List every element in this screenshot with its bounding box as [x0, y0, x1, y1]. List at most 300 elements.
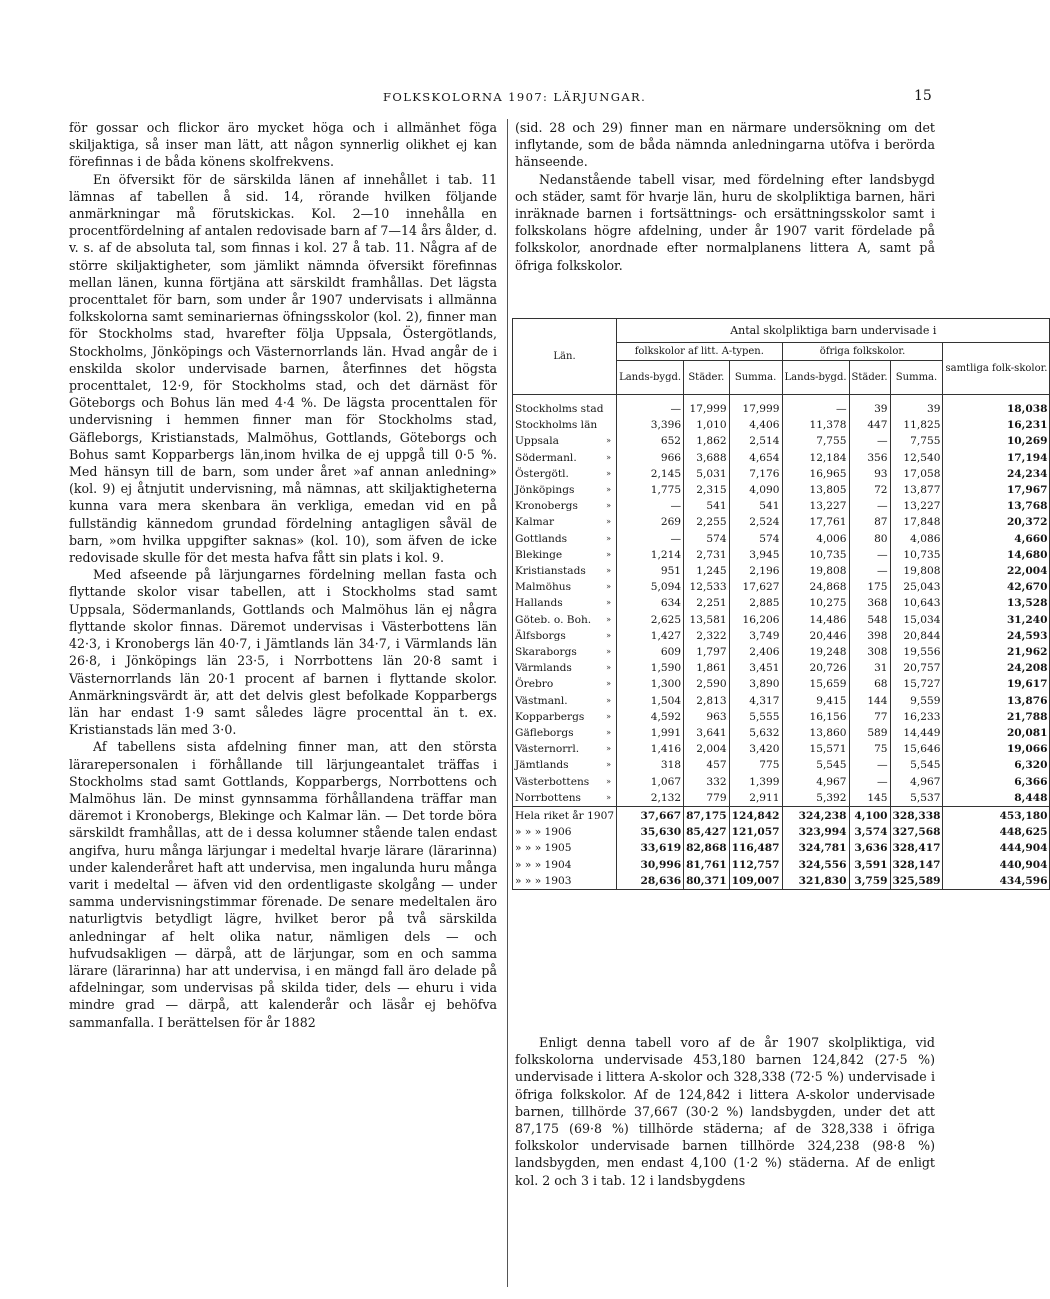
cell-a_s: 87,175 [684, 807, 730, 825]
cell-b_l: 13,805 [782, 482, 849, 498]
cell-a_l: 2,625 [617, 612, 684, 628]
cell-b_s: 356 [849, 450, 890, 466]
cell-a_l: 5,094 [617, 579, 684, 595]
page-number: 15 [914, 88, 932, 104]
cell-a_l: 1,427 [617, 628, 684, 644]
lan-name: Norrbottens [515, 791, 581, 804]
cell-a_s: 1,245 [684, 563, 730, 579]
col-header-samtliga: samtliga folk-skolor. [943, 343, 1050, 395]
paragraph: för gossar och flickor äro mycket höga och i allmänhet föga skiljaktiga, så inser man lätt, att någon synnerlig olikhet ej kan förefinnas i de båda könens skolfrekvens. [69, 120, 497, 170]
col-header-landsbygd: Lands-bygd. [617, 361, 684, 395]
cell-b_l: 9,415 [782, 693, 849, 709]
cell-b_t: 25,043 [890, 579, 943, 595]
cell-a_t: 112,757 [729, 857, 782, 873]
group-header-b: öfriga folkskolor. [782, 343, 943, 361]
cell-a_s: 541 [684, 498, 730, 514]
cell-b_s: 4,100 [849, 807, 890, 825]
cell-b_t: 327,568 [890, 824, 943, 840]
cell-b_t: 17,848 [890, 514, 943, 530]
cell-all: 31,240 [943, 612, 1050, 628]
cell-b_t: 7,755 [890, 433, 943, 449]
cell-b_l: 324,781 [782, 840, 849, 856]
paragraph: Enligt denna tabell voro af de år 1907 skolpliktiga, vid folkskolorna undervisade 453,180 barnen 124,842 (27·5 %) undervisade i littera A-skolor och 328,338 (72·5 %) undervisade i öfriga folkskolor. Af de 124,842 i littera A-skolor undervisade barnen, tillhörde 37,667 (30·2 %) landsbygden, under det att 87,175 (69·8 %) tillhörde städerna; af de 328,338 i öfriga folkskolor undervisade barnen tillhörde 324,238 (98·8 %) landsbygden, men endast 4,100 (1·2 %) städerna. Af de enligt kol. 2 och 3 i tab. 12 i landsbygdens [515, 1035, 935, 1188]
cell-b_t: 11,825 [890, 417, 943, 433]
ditto-mark: » [606, 614, 612, 624]
cell-b_t: 13,877 [890, 482, 943, 498]
cell-a_l: 1,775 [617, 482, 684, 498]
table-row [513, 514, 1050, 530]
cell-a_l: 1,991 [617, 725, 684, 741]
table-row [513, 676, 1050, 692]
lan-name: Kalmar [515, 516, 555, 529]
cell-b_l: 7,755 [782, 433, 849, 449]
cell-a_t: 17,627 [729, 579, 782, 595]
ditto-mark: » [606, 517, 612, 527]
paragraph: Nedanstående tabell visar, med fördelning efter landsbygd och städer, samt för hvarje län, huru de skolpliktiga barnen, häri inräknade barnen i fortsättnings- och ersättningsskolor samt i folkskolans högre afdelning, under år 1907 varit fördelade på folkskolor, anordnade efter normalplanens littera A, samt på öfriga folkskolor. [515, 171, 935, 273]
lan-name: Uppsala [515, 435, 559, 448]
cell-lan [513, 628, 617, 644]
total-row [513, 824, 1050, 840]
cell-a_l: 1,416 [617, 741, 684, 757]
cell-b_s: 77 [849, 709, 890, 725]
cell-b_s: 447 [849, 417, 890, 433]
cell-b_l: 4,006 [782, 531, 849, 547]
ditto-mark: » [606, 598, 612, 608]
cell-b_s: 144 [849, 693, 890, 709]
cell-lan [513, 873, 617, 890]
table-row [513, 466, 1050, 482]
cell-b_l: 323,994 [782, 824, 849, 840]
left-column [69, 119, 497, 1031]
lan-name: Stockholms stad [515, 403, 604, 415]
cell-lan [513, 417, 617, 433]
cell-a_l: 652 [617, 433, 684, 449]
ditto-mark: » [606, 647, 612, 657]
lan-name: Gäfleborgs [515, 727, 574, 740]
ditto-mark: » [606, 711, 612, 721]
cell-a_t: 3,945 [729, 547, 782, 563]
page-header [0, 90, 1024, 110]
cell-b_l: 13,860 [782, 725, 849, 741]
cell-b_l: 15,659 [782, 676, 849, 692]
cell-all: 21,962 [943, 644, 1050, 660]
cell-b_t: 5,545 [890, 757, 943, 773]
cell-lan [513, 433, 617, 449]
cell-a_s: 81,761 [684, 857, 730, 873]
cell-b_l: 12,184 [782, 450, 849, 466]
cell-b_t: 15,646 [890, 741, 943, 757]
cell-b_t: 5,537 [890, 790, 943, 807]
cell-a_s: 332 [684, 774, 730, 790]
right-column-bottom [515, 1034, 935, 1189]
cell-lan [513, 482, 617, 498]
total-row [513, 807, 1050, 825]
cell-a_l: 1,504 [617, 693, 684, 709]
cell-a_t: 574 [729, 531, 782, 547]
cell-a_t: 2,406 [729, 644, 782, 660]
ditto-mark: » [606, 630, 612, 640]
cell-all: 448,625 [943, 824, 1050, 840]
col-header-stader: Städer. [849, 361, 890, 395]
cell-b_s: 398 [849, 628, 890, 644]
cell-lan [513, 774, 617, 790]
cell-b_t: 328,147 [890, 857, 943, 873]
cell-b_s: 68 [849, 676, 890, 692]
cell-a_l: 1,300 [617, 676, 684, 692]
cell-b_t: 10,735 [890, 547, 943, 563]
table-row [513, 660, 1050, 676]
cell-a_t: 16,206 [729, 612, 782, 628]
cell-b_t: 15,034 [890, 612, 943, 628]
ditto-mark: » [606, 792, 612, 802]
cell-a_t: 4,090 [729, 482, 782, 498]
lan-name: Östergötl. [515, 467, 569, 480]
cell-b_l: 14,486 [782, 612, 849, 628]
cell-b_s: 3,574 [849, 824, 890, 840]
cell-b_s: 589 [849, 725, 890, 741]
table-row [513, 741, 1050, 757]
cell-b_s: — [849, 547, 890, 563]
col-header-summa: Summa. [729, 361, 782, 395]
cell-b_l: 324,238 [782, 807, 849, 825]
cell-a_l: 966 [617, 450, 684, 466]
cell-all: 14,680 [943, 547, 1050, 563]
cell-b_s: 548 [849, 612, 890, 628]
cell-b_l: 16,156 [782, 709, 849, 725]
cell-a_s: 12,533 [684, 579, 730, 595]
cell-b_s: 3,759 [849, 873, 890, 890]
cell-b_s: 87 [849, 514, 890, 530]
lan-name: Jämtlands [515, 759, 569, 772]
cell-a_l: 1,067 [617, 774, 684, 790]
cell-b_l: 24,868 [782, 579, 849, 595]
cell-a_s: 2,590 [684, 676, 730, 692]
cell-a_l: 1,214 [617, 547, 684, 563]
cell-b_t: 4,086 [890, 531, 943, 547]
cell-b_s: — [849, 563, 890, 579]
cell-b_t: 12,540 [890, 450, 943, 466]
cell-b_l: 11,378 [782, 417, 849, 433]
cell-all: 440,904 [943, 857, 1050, 873]
table-row [513, 612, 1050, 628]
col-header-lan: Län. [513, 319, 617, 395]
cell-a_t: 109,007 [729, 873, 782, 890]
cell-b_s: 145 [849, 790, 890, 807]
cell-b_s: 308 [849, 644, 890, 660]
lan-name: Jönköpings [515, 484, 575, 497]
cell-all: 444,904 [943, 840, 1050, 856]
cell-a_s: 574 [684, 531, 730, 547]
lan-name: Kopparbergs [515, 710, 585, 723]
cell-b_t: 325,589 [890, 873, 943, 890]
cell-all: 13,768 [943, 498, 1050, 514]
table-row [513, 531, 1050, 547]
cell-a_l: 634 [617, 595, 684, 611]
cell-all: 4,660 [943, 531, 1050, 547]
cell-a_t: 1,399 [729, 774, 782, 790]
table-row [513, 450, 1050, 466]
cell-a_t: 17,999 [729, 395, 782, 418]
cell-b_s: — [849, 498, 890, 514]
cell-a_t: 5,632 [729, 725, 782, 741]
cell-a_l: 2,132 [617, 790, 684, 807]
cell-all: 22,004 [943, 563, 1050, 579]
cell-a_s: 3,688 [684, 450, 730, 466]
cell-b_l: 321,830 [782, 873, 849, 890]
cell-all: 13,528 [943, 595, 1050, 611]
cell-b_l: 4,967 [782, 774, 849, 790]
cell-a_s: 963 [684, 709, 730, 725]
table-row [513, 725, 1050, 741]
cell-lan [513, 824, 617, 840]
cell-lan [513, 595, 617, 611]
cell-lan [513, 563, 617, 579]
cell-b_s: 368 [849, 595, 890, 611]
cell-a_s: 3,641 [684, 725, 730, 741]
table-row [513, 433, 1050, 449]
cell-b_s: — [849, 774, 890, 790]
lan-name: Västmanl. [515, 694, 568, 707]
lan-name: Västerbottens [515, 775, 590, 788]
cell-b_l: 20,726 [782, 660, 849, 676]
table-row [513, 757, 1050, 773]
paragraph: (sid. 28 och 29) finner man en närmare undersökning om det inflytande, som de båda nämnda anledningarna utöfva i berörda hänseende. [515, 120, 935, 170]
cell-b_t: 39 [890, 395, 943, 418]
lan-name: Örebro [515, 678, 554, 691]
lan-name: Göteb. o. Boh. [515, 613, 592, 626]
cell-all: 434,596 [943, 873, 1050, 890]
cell-a_t: 4,654 [729, 450, 782, 466]
lan-name: Södermanl. [515, 451, 577, 464]
table-row [513, 693, 1050, 709]
cell-b_l: 5,545 [782, 757, 849, 773]
cell-a_t: 7,176 [729, 466, 782, 482]
table-row [513, 395, 1050, 418]
lan-name: Hela riket år 1907 [515, 810, 615, 823]
cell-lan [513, 466, 617, 482]
cell-lan [513, 514, 617, 530]
cell-lan [513, 644, 617, 660]
cell-a_s: 2,004 [684, 741, 730, 757]
cell-a_t: 3,420 [729, 741, 782, 757]
column-divider [507, 119, 508, 1287]
table-row [513, 498, 1050, 514]
lan-name: Värmlands [515, 662, 572, 675]
cell-b_t: 20,844 [890, 628, 943, 644]
cell-a_l: 3,396 [617, 417, 684, 433]
ditto-mark: » [606, 663, 612, 673]
cell-a_l: 28,636 [617, 873, 684, 890]
paragraph: En öfversikt för de särskilda länen af innehållet i tab. 11 lämnas af tabellen å sid. 14, rörande hvilken följande anmärkningar må förutskickas. Kol. 2—10 innehålla en procentfördelning af antalen redovisade barn af 7—14 års ålder, d. v. s. af de absoluta tal, som finnas i kol. 27 å tab. 11. Några af de större skiljaktigheter, som jämlikt nämnda öfversikt förefinnas mellan länen, kunna förtjäna att särskildt framhållas. Det lägsta procenttalet för barn, som under år 1907 undervisats i allmänna folkskolorna samt seminariernas öfningsskolor (kol. 2), finner man för Stockholms stad, hvarefter följa Uppsala, Östergötlands, Stockholms, Jönköpings och Västernorrlands län. Hvad angår de i enskilda skolor undervisade barnen, återfinnes det högsta procenttalet, 12·9, för Stockholms stad, och det därnäst för Göteborgs och Bohus län med 4·4 %. De lägsta procenttalen för undervisning i hemmen finner man för Stockholms stad, Gäfleborgs, Kristianstads, Malmöhus, Gottlands, Göteborgs och Bohus samt Kopparbergs län,inom hvilka de ej uppgå till 0·5 %. Med hänsyn till de barn, som under året »af annan anledning» (kol. 9) ej åtnjutit undervisning, må nämnas, att skiljaktigheterna kunna vara mera skenbara än verkliga, emedan vid en på fullständig kännedom grundad fördelning antagligen såväl de barn, »om hvilka uppgifter saknas» (kol. 10), som äfven de icke redovisade skulle för det mesta hafva fått sin plats i kol. 9. [69, 171, 497, 566]
cell-a_t: 3,451 [729, 660, 782, 676]
cell-b_t: 13,227 [890, 498, 943, 514]
cell-b_t: 10,643 [890, 595, 943, 611]
table-row [513, 547, 1050, 563]
cell-all: 18,038 [943, 395, 1050, 418]
cell-a_t: 116,487 [729, 840, 782, 856]
paragraph: Af tabellens sista afdelning finner man, att den största lärarepersonalen i förhållande till lärjungeantalet träffas i Stockholms stad samt Gottlands, Kopparbergs, Norrbottens och Malmöhus län. De minst gynnsamma förhållandena träffar man däremot i Kronobergs, Blekinge och Kalmar län. — Det torde böra särskildt framhållas, att de i dessa kolumner stående talen endast angifva, huru många lärjungar i medeltal hvarje lärare (lärarinna) under kalenderåret haft att undervisa, men ingalunda huru många varit i medeltal — äfven vid den ordentligaste skolgång — under samma undervisningstimmar förenade. De senare medeltalen äro naturligtvis betydligt lägre, hvilket beror på två särskilda anledningar af helt olika natur, nämligen dels — och hufvudsakligen — därpå, att de lärjungar, som en och samma lärare (lärarinna) har att undervisa, i en mängd fall äro delade på afdelningar, som undervisas på skilda tider, dels — ehuru i vida mindre grad — därpå, att kalenderår och läsår ej behöfva sammanfalla. I berättelsen för år 1882 [69, 739, 497, 1030]
col-header-stader: Städer. [684, 361, 730, 395]
cell-b_l: — [782, 395, 849, 418]
cell-lan [513, 660, 617, 676]
cell-a_s: 779 [684, 790, 730, 807]
cell-a_s: 1,797 [684, 644, 730, 660]
cell-lan [513, 612, 617, 628]
cell-lan [513, 790, 617, 807]
cell-a_l: 4,592 [617, 709, 684, 725]
cell-a_s: 82,868 [684, 840, 730, 856]
cell-b_l: 15,571 [782, 741, 849, 757]
col-header-summa: Summa. [890, 361, 943, 395]
cell-a_s: 17,999 [684, 395, 730, 418]
cell-a_l: 33,619 [617, 840, 684, 856]
cell-b_t: 19,808 [890, 563, 943, 579]
ditto-mark: » [606, 501, 612, 511]
cell-all: 19,066 [943, 741, 1050, 757]
cell-all: 8,448 [943, 790, 1050, 807]
lan-name: Kronobergs [515, 500, 578, 513]
cell-a_t: 4,406 [729, 417, 782, 433]
table-row [513, 644, 1050, 660]
cell-a_t: 5,555 [729, 709, 782, 725]
cell-b_l: 324,556 [782, 857, 849, 873]
lan-name: Gottlands [515, 532, 568, 545]
cell-a_s: 2,813 [684, 693, 730, 709]
cell-lan [513, 531, 617, 547]
cell-a_l: 35,630 [617, 824, 684, 840]
lan-name: » » » 1904 [515, 858, 572, 871]
cell-b_s: 3,636 [849, 840, 890, 856]
table-row [513, 482, 1050, 498]
ditto-mark: » [606, 533, 612, 543]
total-row [513, 873, 1050, 890]
cell-lan [513, 395, 617, 418]
cell-all: 19,617 [943, 676, 1050, 692]
cell-a_l: 30,996 [617, 857, 684, 873]
ditto-mark: » [606, 452, 612, 462]
cell-all: 20,372 [943, 514, 1050, 530]
cell-b_t: 17,058 [890, 466, 943, 482]
ditto-mark: » [606, 582, 612, 592]
ditto-mark: » [606, 485, 612, 495]
lan-name: Kristianstads [515, 565, 586, 578]
cell-b_t: 328,338 [890, 807, 943, 825]
lan-name: Blekinge [515, 548, 563, 561]
right-column-top [515, 119, 935, 274]
cell-b_l: 19,248 [782, 644, 849, 660]
cell-a_t: 121,057 [729, 824, 782, 840]
cell-lan [513, 676, 617, 692]
cell-a_t: 2,524 [729, 514, 782, 530]
lan-name: » » » 1903 [515, 874, 572, 887]
cell-a_t: 2,196 [729, 563, 782, 579]
cell-lan [513, 547, 617, 563]
table-row [513, 579, 1050, 595]
cell-a_l: — [617, 498, 684, 514]
cell-lan [513, 498, 617, 514]
lan-name: » » » 1906 [515, 826, 572, 839]
cell-a_t: 2,885 [729, 595, 782, 611]
cell-a_t: 2,514 [729, 433, 782, 449]
lan-name: » » » 1905 [515, 842, 572, 855]
cell-a_t: 124,842 [729, 807, 782, 825]
table-row [513, 417, 1050, 433]
ditto-mark: » [606, 728, 612, 738]
cell-a_l: 318 [617, 757, 684, 773]
cell-lan [513, 450, 617, 466]
header-top: Antal skolpliktiga barn undervisade i [617, 319, 1050, 343]
cell-b_s: 175 [849, 579, 890, 595]
total-row [513, 857, 1050, 873]
cell-all: 17,967 [943, 482, 1050, 498]
cell-lan [513, 693, 617, 709]
cell-b_s: 75 [849, 741, 890, 757]
cell-a_s: 1,010 [684, 417, 730, 433]
cell-b_s: 80 [849, 531, 890, 547]
cell-a_s: 85,427 [684, 824, 730, 840]
cell-b_s: 93 [849, 466, 890, 482]
cell-a_t: 2,911 [729, 790, 782, 807]
cell-lan [513, 725, 617, 741]
cell-a_s: 1,861 [684, 660, 730, 676]
cell-b_l: 10,275 [782, 595, 849, 611]
cell-a_l: 951 [617, 563, 684, 579]
cell-a_l: 2,145 [617, 466, 684, 482]
cell-a_s: 2,255 [684, 514, 730, 530]
cell-b_l: 17,761 [782, 514, 849, 530]
cell-b_s: 39 [849, 395, 890, 418]
cell-b_s: 31 [849, 660, 890, 676]
ditto-mark: » [606, 468, 612, 478]
ditto-mark: » [606, 566, 612, 576]
cell-all: 21,788 [943, 709, 1050, 725]
cell-a_s: 80,371 [684, 873, 730, 890]
cell-all: 17,194 [943, 450, 1050, 466]
cell-a_s: 13,581 [684, 612, 730, 628]
cell-a_l: — [617, 395, 684, 418]
cell-b_l: 19,808 [782, 563, 849, 579]
cell-all: 24,593 [943, 628, 1050, 644]
cell-b_t: 4,967 [890, 774, 943, 790]
cell-all: 24,208 [943, 660, 1050, 676]
cell-a_s: 2,315 [684, 482, 730, 498]
ditto-mark: » [606, 549, 612, 559]
cell-lan [513, 757, 617, 773]
table-row [513, 709, 1050, 725]
cell-b_t: 15,727 [890, 676, 943, 692]
cell-a_t: 3,890 [729, 676, 782, 692]
cell-all: 6,366 [943, 774, 1050, 790]
lan-name: Stockholms län [515, 419, 598, 432]
cell-a_s: 2,731 [684, 547, 730, 563]
cell-all: 13,876 [943, 693, 1050, 709]
cell-a_t: 4,317 [729, 693, 782, 709]
cell-a_s: 5,031 [684, 466, 730, 482]
cell-a_t: 541 [729, 498, 782, 514]
cell-b_t: 20,757 [890, 660, 943, 676]
cell-b_s: — [849, 757, 890, 773]
running-title: FOLKSKOLORNA 1907: LÄRJUNGAR. [383, 90, 647, 104]
cell-lan [513, 741, 617, 757]
cell-b_s: — [849, 433, 890, 449]
cell-all: 16,231 [943, 417, 1050, 433]
cell-a_t: 3,749 [729, 628, 782, 644]
cell-a_l: 269 [617, 514, 684, 530]
cell-all: 10,269 [943, 433, 1050, 449]
lan-name: Västernorrl. [515, 743, 580, 756]
table-row [513, 790, 1050, 807]
table-row [513, 563, 1050, 579]
